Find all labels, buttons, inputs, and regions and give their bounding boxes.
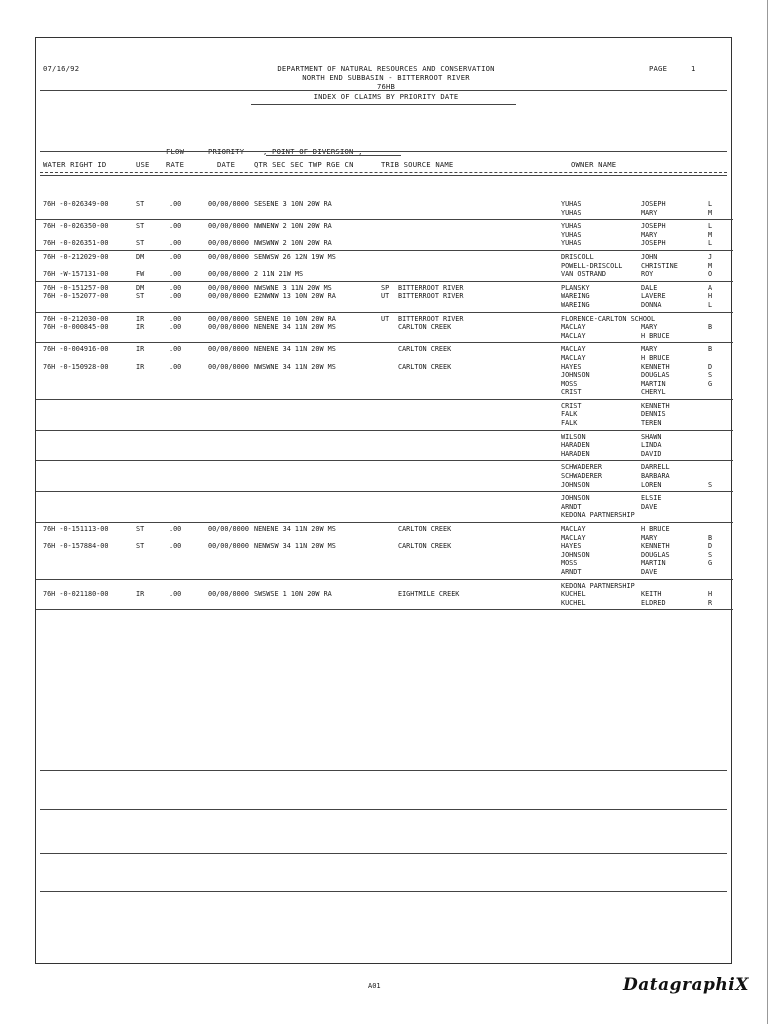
cell-flow: .00 — [169, 362, 182, 371]
cell-first: JOSEPH — [641, 222, 666, 231]
cell-flow: .00 — [169, 292, 182, 301]
cell-first: MARY — [641, 208, 658, 217]
cell-last: JOHNSON — [561, 494, 590, 503]
table-row — [36, 511, 733, 520]
cell-first: SHAWN — [641, 432, 662, 441]
cell-trib: UT — [381, 292, 390, 301]
cell-id: 76H -0-026349-00 — [43, 200, 109, 208]
cell-source: CARLTON CREEK — [398, 542, 452, 551]
cell-pod: NWNENW 2 10N 20W RA — [254, 222, 332, 231]
cell-first: MARTIN — [641, 379, 666, 388]
cell-pod: NWSWNW 2 10N 20W RA — [254, 239, 332, 248]
report-date: 07/16/92 — [43, 64, 80, 73]
cell-last: MACLAY — [561, 533, 586, 542]
cell-use: ST — [136, 239, 145, 248]
page-mark: A01 — [368, 982, 381, 990]
cell-first: ROY — [641, 270, 654, 279]
index-title: INDEX OF CLAIMS BY PRIORITY DATE — [313, 92, 459, 101]
cell-code: M — [708, 230, 713, 239]
claim-group — [36, 313, 733, 344]
cell-date: 00/00/0000 — [208, 270, 249, 279]
cell-use: DM — [136, 283, 145, 292]
cell-last: WAREING — [561, 300, 590, 309]
cell-flow: .00 — [169, 252, 182, 261]
table-row — [36, 231, 733, 240]
cell-pod: 2 11N 21W MS — [254, 270, 304, 279]
cell-first: DARRELL — [641, 463, 670, 472]
blank-rule-2 — [40, 809, 727, 810]
cell-pod: SENENE 10 10N 20W RA — [254, 314, 336, 323]
page-label: PAGE — [649, 64, 668, 73]
column-header-top-rule — [40, 151, 727, 152]
cell-use: IR — [136, 362, 145, 371]
table-row — [36, 239, 733, 248]
table-row — [36, 371, 733, 380]
table-row — [36, 380, 733, 389]
cell-first: CHRISTINE — [641, 261, 678, 270]
cell-last: POWELL-DRISCOLL — [561, 261, 623, 270]
cell-use: ST — [136, 542, 145, 551]
cell-source: CARLTON CREEK — [398, 323, 452, 332]
table-row — [36, 209, 733, 218]
document-page — [35, 37, 732, 964]
cell-last: MACLAY — [561, 323, 586, 332]
table-row — [36, 363, 733, 372]
table-row — [36, 542, 733, 551]
claim-group — [36, 251, 733, 282]
table-row — [36, 388, 733, 397]
cell-first: DONNA — [641, 300, 662, 309]
cell-first: JOHN — [641, 252, 658, 261]
pod-underline — [266, 155, 401, 156]
cell-code: S — [708, 550, 713, 559]
claim-group — [36, 580, 733, 611]
cell-date: 00/00/0000 — [208, 292, 249, 301]
cell-first: DENNIS — [641, 410, 666, 419]
cell-flow: .00 — [169, 590, 182, 599]
col-owner-name: OWNER NAME — [571, 160, 617, 169]
cell-first: DAVID — [641, 449, 662, 458]
col-flow-top: FLOW — [166, 147, 185, 156]
cell-flow: .00 — [169, 283, 182, 292]
cell-code: D — [708, 542, 713, 551]
cell-last: HARADEN — [561, 449, 590, 458]
table-row — [36, 402, 733, 411]
table-row — [36, 568, 733, 577]
cell-source: BITTERROOT RIVER — [398, 314, 464, 323]
cell-use: IR — [136, 323, 145, 332]
cell-date: 00/00/0000 — [208, 590, 249, 599]
cell-first: H BRUCE — [641, 353, 670, 362]
cell-date: 00/00/0000 — [208, 525, 249, 533]
cell-last: HAYES — [561, 542, 582, 551]
cell-use: ST — [136, 525, 145, 533]
cell-flow: .00 — [169, 222, 182, 231]
cell-first: LOREN — [641, 480, 662, 489]
cell-code: D — [708, 362, 713, 371]
cell-code: J — [708, 252, 713, 261]
cell-flow: .00 — [169, 323, 182, 332]
table-row — [36, 262, 733, 271]
cell-first: ELSIE — [641, 494, 662, 503]
cell-pod: NWSWNE 34 11N 20W MS — [254, 362, 336, 371]
cell-id: 76H -0-000845-00 — [43, 323, 109, 332]
cell-last: DRISCOLL — [561, 252, 594, 261]
cell-date: 00/00/0000 — [208, 345, 249, 354]
table-row — [36, 494, 733, 503]
cell-last: JOHNSON — [561, 480, 590, 489]
cell-first: ELDRED — [641, 598, 666, 607]
cell-pod: NENENE 34 11N 20W MS — [254, 345, 336, 354]
cell-first: KENNETH — [641, 362, 670, 371]
col-pod-top: , POINT OF DIVERSION , — [263, 147, 363, 156]
cell-id: 76H -0-151257-00 — [43, 283, 109, 292]
table-row — [36, 354, 733, 363]
cell-use: DM — [136, 252, 145, 261]
cell-first: DAVE — [641, 567, 658, 576]
cell-code: L — [708, 239, 713, 248]
cell-last: FLORENCE-CARLTON SCHOOL — [561, 314, 656, 323]
cell-date: 00/00/0000 — [208, 252, 249, 261]
cell-first: KEITH — [641, 590, 662, 599]
cell-first: TEREN — [641, 419, 662, 428]
col-priority-top: PRIORITY — [208, 147, 245, 156]
cell-last: KEDONA PARTNERSHIP — [561, 511, 635, 520]
cell-pod: NWSWNE 3 11N 20W MS — [254, 283, 332, 292]
cell-code: S — [708, 371, 713, 380]
cell-first: DOUGLAS — [641, 371, 670, 380]
cell-id: 76H -0-157884-00 — [43, 542, 109, 551]
subbasin-title: NORTH END SUBBASIN - BITTERROOT RIVER — [302, 73, 470, 82]
cell-code: L — [708, 300, 713, 309]
table-row — [36, 200, 733, 209]
table-row — [36, 463, 733, 472]
cell-use: IR — [136, 590, 145, 599]
cell-date: 00/00/0000 — [208, 362, 249, 371]
header-rule — [40, 90, 727, 91]
cell-source: BITTERROOT RIVER — [398, 283, 464, 292]
table-row — [36, 503, 733, 512]
cell-flow: .00 — [169, 239, 182, 248]
claim-group — [36, 282, 733, 313]
cell-first: H BRUCE — [641, 525, 670, 533]
cell-id: 76H -W-157131-00 — [43, 270, 109, 279]
cell-last: YUHAS — [561, 239, 582, 248]
table-row — [36, 441, 733, 450]
cell-last: ARNDT — [561, 502, 582, 511]
cell-first: KENNETH — [641, 401, 670, 410]
table-row — [36, 559, 733, 568]
cell-last: KEDONA PARTNERSHIP — [561, 581, 635, 590]
cell-date: 00/00/0000 — [208, 222, 249, 231]
cell-use: IR — [136, 314, 145, 323]
claim-group — [36, 343, 733, 400]
claim-group — [36, 220, 733, 251]
cell-code: H — [708, 590, 713, 599]
cell-code: R — [708, 598, 713, 607]
table-row — [36, 301, 733, 310]
cell-use: ST — [136, 200, 145, 208]
cell-code: A — [708, 283, 713, 292]
table-row — [36, 481, 733, 490]
cell-first: MARY — [641, 230, 658, 239]
cell-flow: .00 — [169, 525, 182, 533]
cell-id: 76H -0-026351-00 — [43, 239, 109, 248]
table-row — [36, 433, 733, 442]
cell-first: LAVERE — [641, 292, 666, 301]
cell-last: WILSON — [561, 432, 586, 441]
table-row — [36, 410, 733, 419]
cell-first: DOUGLAS — [641, 550, 670, 559]
cell-last: HARADEN — [561, 441, 590, 450]
cell-last: PLANSKY — [561, 283, 590, 292]
cell-first: JOSEPH — [641, 239, 666, 248]
cell-last: FALK — [561, 410, 578, 419]
claim-group — [36, 400, 733, 431]
cell-last: CRIST — [561, 388, 582, 397]
cell-last: YUHAS — [561, 208, 582, 217]
cell-source: CARLTON CREEK — [398, 345, 452, 354]
cell-code: S — [708, 480, 713, 489]
table-row — [36, 323, 733, 332]
cell-first: DAVE — [641, 502, 658, 511]
table-row — [36, 270, 733, 279]
cell-flow: .00 — [169, 345, 182, 354]
cell-last: JOHNSON — [561, 371, 590, 380]
cell-first: MARY — [641, 323, 658, 332]
cell-date: 00/00/0000 — [208, 542, 249, 551]
cell-last: MACLAY — [561, 331, 586, 340]
cell-last: KUCHEL — [561, 590, 586, 599]
cell-id: 76H -0-150928-00 — [43, 362, 109, 371]
cell-flow: .00 — [169, 542, 182, 551]
claim-group — [36, 461, 733, 492]
cell-code: L — [708, 222, 713, 231]
cell-last: MACLAY — [561, 353, 586, 362]
table-row — [36, 472, 733, 481]
cell-code: O — [708, 270, 713, 279]
cell-last: FALK — [561, 419, 578, 428]
table-row — [36, 315, 733, 324]
cell-code: L — [708, 200, 713, 208]
cell-first: DALE — [641, 283, 658, 292]
cell-first: LINDA — [641, 441, 662, 450]
cell-first: MARY — [641, 533, 658, 542]
cell-id: 76H -0-004916-00 — [43, 345, 109, 354]
claims-table — [36, 198, 733, 610]
table-row — [36, 253, 733, 262]
cell-date: 00/00/0000 — [208, 239, 249, 248]
col-pod: QTR SEC SEC TWP RGE CN — [254, 160, 354, 169]
cell-date: 00/00/0000 — [208, 314, 249, 323]
cell-last: YUHAS — [561, 222, 582, 231]
claim-group — [36, 492, 733, 523]
cell-first: H BRUCE — [641, 331, 670, 340]
cell-last: SCHWADERER — [561, 463, 602, 472]
cell-last: YUHAS — [561, 200, 582, 208]
table-row — [36, 582, 733, 591]
cell-last: MOSS — [561, 559, 578, 568]
table-row — [36, 525, 733, 534]
cell-code: G — [708, 559, 713, 568]
cell-last: WAREING — [561, 292, 590, 301]
cell-code: M — [708, 208, 713, 217]
cell-date: 00/00/0000 — [208, 283, 249, 292]
cell-flow: .00 — [169, 200, 182, 208]
cell-pod: NENWSW 34 11N 20W MS — [254, 542, 336, 551]
table-row — [36, 292, 733, 301]
cell-first: MARTIN — [641, 559, 666, 568]
datagraphix-logo: DatagraphiX — [623, 975, 749, 995]
table-row — [36, 419, 733, 428]
cell-last: KUCHEL — [561, 598, 586, 607]
basin-code: 76HB — [376, 82, 396, 91]
table-row — [36, 590, 733, 599]
claim-group — [36, 523, 733, 580]
column-header-rule — [40, 172, 727, 173]
cell-last: MOSS — [561, 379, 578, 388]
cell-pod: SESENE 3 10N 20W RA — [254, 200, 332, 208]
table-row — [36, 332, 733, 341]
page-number: 1 — [691, 64, 696, 73]
cell-last: YUHAS — [561, 230, 582, 239]
cell-trib: UT — [381, 314, 390, 323]
cell-code: B — [708, 345, 713, 354]
col-trib-source: TRIB SOURCE NAME — [381, 160, 454, 169]
cell-use: ST — [136, 292, 145, 301]
claim-group — [36, 431, 733, 462]
cell-first: CHERYL — [641, 388, 666, 397]
cell-pod: SENWSW 26 12N 19W MS — [254, 252, 336, 261]
column-header-rule-2 — [40, 175, 727, 176]
cell-code: M — [708, 261, 713, 270]
cell-last: HAYES — [561, 362, 582, 371]
cell-last: SCHWADERER — [561, 472, 602, 481]
cell-first: KENNETH — [641, 542, 670, 551]
table-row — [36, 450, 733, 459]
cell-id: 76H -0-021180-00 — [43, 590, 109, 599]
col-priority-date: DATE — [217, 160, 236, 169]
cell-source: BITTERROOT RIVER — [398, 292, 464, 301]
cell-trib: SP — [381, 283, 390, 292]
cell-date: 00/00/0000 — [208, 323, 249, 332]
cell-code: G — [708, 379, 713, 388]
cell-date: 00/00/0000 — [208, 200, 249, 208]
cell-last: MACLAY — [561, 525, 586, 533]
table-row — [36, 551, 733, 560]
title-underline — [251, 104, 516, 105]
cell-first: BARBARA — [641, 472, 670, 481]
col-use: USE — [136, 160, 150, 169]
cell-use: ST — [136, 222, 145, 231]
department-title: DEPARTMENT OF NATURAL RESOURCES AND CONSERVATION — [277, 64, 495, 73]
cell-use: FW — [136, 270, 145, 279]
cell-last: CRIST — [561, 401, 582, 410]
col-water-right: WATER RIGHT ID — [43, 160, 107, 169]
cell-source: EIGHTMILE CREEK — [398, 590, 460, 599]
cell-flow: .00 — [169, 270, 182, 279]
cell-pod: NENENE 34 11N 20W MS — [254, 323, 336, 332]
cell-source: CARLTON CREEK — [398, 362, 452, 371]
cell-pod: NENENE 34 11N 20W MS — [254, 525, 336, 533]
table-row — [36, 222, 733, 231]
cell-id: 76H -0-212029-00 — [43, 252, 109, 261]
cell-pod: E2NWNW 13 10N 20W RA — [254, 292, 336, 301]
cell-last: ARNDT — [561, 567, 582, 576]
col-flow-rate: RATE — [166, 160, 185, 169]
cell-code: B — [708, 533, 713, 542]
blank-rule-3 — [40, 853, 727, 854]
blank-rule-1 — [40, 770, 727, 771]
cell-id: 76H -0-026350-00 — [43, 222, 109, 231]
cell-use: IR — [136, 345, 145, 354]
cell-last: MACLAY — [561, 345, 586, 354]
cell-first: MARY — [641, 345, 658, 354]
cell-id: 76H -0-151113-00 — [43, 525, 109, 533]
table-row — [36, 345, 733, 354]
cell-code: H — [708, 292, 713, 301]
cell-id: 76H -0-212030-00 — [43, 314, 109, 323]
blank-rule-4 — [40, 891, 727, 892]
cell-flow: .00 — [169, 314, 182, 323]
cell-last: VAN OSTRAND — [561, 270, 607, 279]
cell-source: CARLTON CREEK — [398, 525, 452, 533]
cell-pod: SWSWSE 1 10N 20W RA — [254, 590, 332, 599]
table-row — [36, 599, 733, 608]
cell-first: JOSEPH — [641, 200, 666, 208]
table-row — [36, 284, 733, 293]
cell-code: B — [708, 323, 713, 332]
claim-group — [36, 198, 733, 220]
cell-last: JOHNSON — [561, 550, 590, 559]
cell-id: 76H -0-152077-00 — [43, 292, 109, 301]
table-row — [36, 534, 733, 543]
